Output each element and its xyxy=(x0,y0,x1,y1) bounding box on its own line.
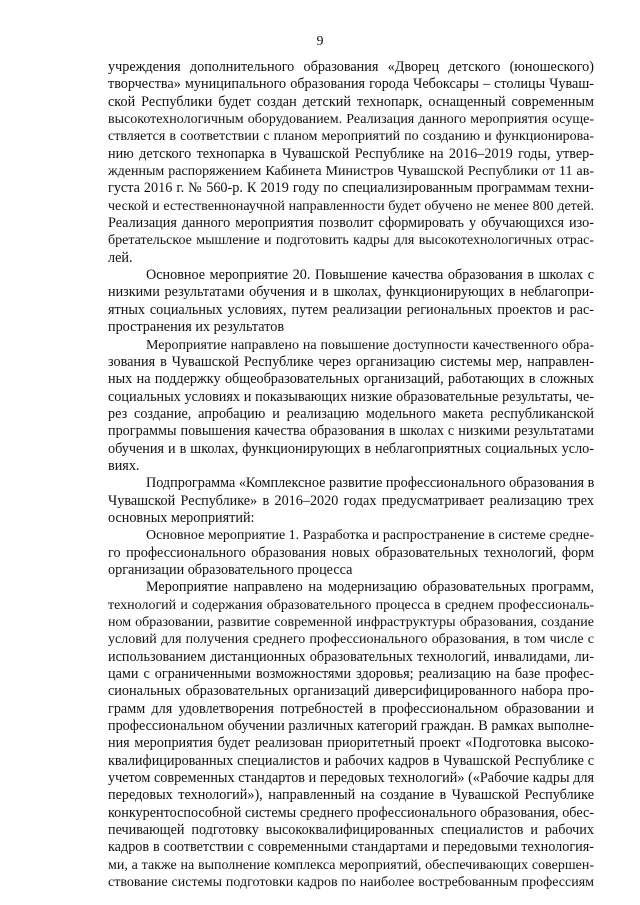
text-line: густа 2016 г. № 560-р. К 2019 году по специализированным программам техни- xyxy=(108,180,594,197)
text-line: творчества» муниципального образования города Чебоксары – столицы Чуваш- xyxy=(108,76,594,93)
text-line: учетом современных стандартов и передовых технологий» («Рабочие кадры для xyxy=(108,770,594,787)
text-line: цами с ограниченными возможностями здоровья; реализацию на базе профес- xyxy=(108,666,594,683)
text-line: социальных условиях и показывающих низкие образовательные результаты, че- xyxy=(108,388,594,405)
text-line: лей. xyxy=(108,249,133,266)
text-line: профессиональном обучении различных категорий граждан. В рамках выполне- xyxy=(108,718,594,735)
text-line: ческой и естественнонаучной направленности будет обучено не менее 800 детей. xyxy=(108,198,594,214)
text-line: низкими результатами обучения и в школах, функционирующих в неблагопри- xyxy=(108,284,594,301)
text-line: печивающей подготовку высококвалифицированных специалистов и рабочих xyxy=(108,822,594,839)
text-line: ных на поддержку общеобразовательных организаций, работающих в сложных xyxy=(108,371,594,388)
text-line: сиональных образовательных организаций диверсифицированного набора про- xyxy=(108,683,594,700)
document-body xyxy=(108,59,594,892)
text-line: рез создание, апробацию и реализацию модельного макета республиканской xyxy=(108,405,594,422)
text-line: грамм для удовлетворения потребностей в профессиональном образовании и xyxy=(108,700,594,717)
text-line: технологий и содержания образовательного процесса в среднем профессиональ- xyxy=(108,597,594,613)
text-line: ской Республики будет создан детский технопарк, оснащенный современным xyxy=(108,93,594,110)
text-line: передовых технологий»), направленный на создание в Чувашской Республике xyxy=(108,787,594,804)
text-line: ятных социальных условиях, путем реализации региональных проектов и рас- xyxy=(108,301,594,318)
text-line: Чувашской Республике» в 2016–2020 годах предусматривает реализацию трех xyxy=(108,492,594,509)
text-line: нию детского технопарка в Чувашской Республике на 2016–2019 годы, утвер- xyxy=(108,145,594,162)
text-line: ствляется в соответствии с планом мероприятий по созданию и функционирова- xyxy=(108,129,594,145)
text-line: квалифицированных специалистов и рабочих кадров в Чувашской Республике с xyxy=(108,752,594,769)
text-line: обучения и в школах, функционирующих в неблагоприятных социальных усло- xyxy=(108,440,594,457)
paragraph-first-line: Основное мероприятие 20. Повышение качества образования в школах с xyxy=(146,267,594,284)
paragraph-first-line: Основное мероприятие 1. Разработка и распространение в системе средне- xyxy=(146,528,594,544)
text-line: кадров в соответствии с современными стандартами и передовыми технология- xyxy=(108,839,594,856)
text-line: условий для получения среднего профессионального образования, в том числе с xyxy=(108,632,594,648)
text-line: виях. xyxy=(108,457,140,474)
text-line: организации образовательного процесса xyxy=(108,561,353,578)
text-line: основных мероприятий: xyxy=(108,509,255,526)
text-line: го профессионального образования новых образовательных технологий, форм xyxy=(108,544,594,561)
paragraph-first-line: Мероприятие направлено на повышение доступности качественного обра- xyxy=(146,337,594,353)
text-line: ном образовании, развитие современной инфраструктуры образования, создание xyxy=(108,615,594,630)
paragraph-first-line: Мероприятие направлено на модернизацию образовательных программ, xyxy=(146,579,594,596)
text-line: ствование системы подготовки кадров по наиболее востребованным профессиям xyxy=(108,875,594,891)
page-number: 9 xyxy=(316,34,324,49)
text-line: Реализация данного мероприятия позволит сформировать у обучающихся изо- xyxy=(108,215,594,232)
text-line: бретательское мышление и подготовить кадры для высокотехнологичных отрас- xyxy=(108,233,594,249)
text-line: ния мероприятия будет реализован приоритетный проект «Подготовка высоко- xyxy=(108,735,594,752)
text-line: ми, а также на выполнение комплекса мероприятий, обеспечивающих совершен- xyxy=(108,857,594,873)
text-line: жденным распоряжением Кабинета Министров Чувашской Республики от 11 ав- xyxy=(108,164,594,180)
text-line: конкурентоспособной системы среднего профессионального образования, обес- xyxy=(108,804,594,821)
text-line: использованием дистанционных образовательных технологий, инвалидами, ли- xyxy=(108,648,594,665)
text-line: учреждения дополнительного образования «Дворец детского (юношеского) xyxy=(108,59,594,75)
text-line: высокотехнологичным оборудованием. Реализация данного мероприятия осуще- xyxy=(108,112,594,128)
text-line: зования в Чувашской Республике через организацию системы мер, направлен- xyxy=(108,353,594,370)
paragraph-first-line: Подпрограмма «Комплексное развитие профессионального образования в xyxy=(146,475,595,492)
text-line: программы повышения качества образования в школах с низкими результатами xyxy=(108,423,594,440)
text-line: пространения их результатов xyxy=(108,319,285,336)
